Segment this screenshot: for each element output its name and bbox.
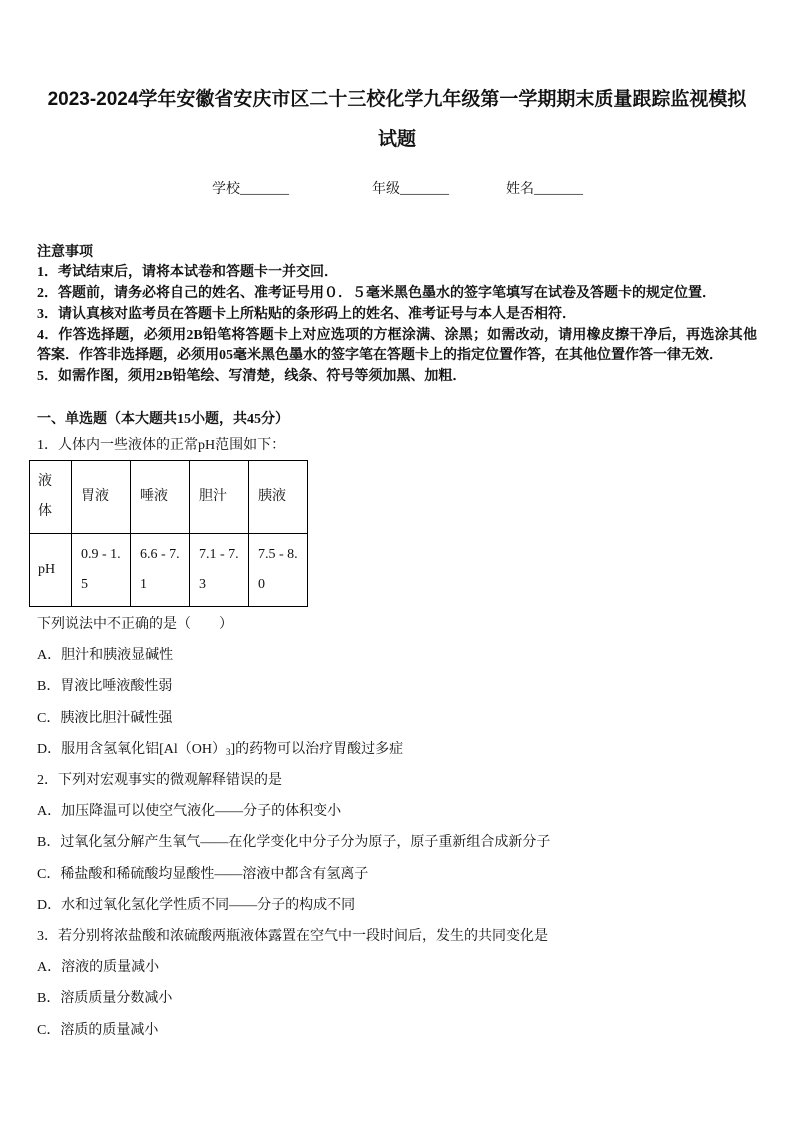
table-cell-saliva: 唾液 xyxy=(131,461,190,534)
table-cell-pancreatic-juice: 胰液 xyxy=(249,461,308,534)
question-3-option-a: A．溶液的质量减小 xyxy=(37,960,160,976)
table-header-row xyxy=(30,461,308,534)
table-cell-gastric-ph: 0.9 - 1.5 xyxy=(72,534,131,607)
question-2-option-b: B．过氧化氢分解产生氧气——在化学变化中分子分为原子，原子重新组合成新分子 xyxy=(37,835,551,851)
question-3-option-c: C．溶质的质量减小 xyxy=(37,1022,159,1038)
notice-item-5: 5．如需作图，须用2B铅笔绘、写清楚，线条、符号等须加黑、加粗． xyxy=(37,369,467,385)
question-2-option-d: D．水和过氧化氢化学性质不同——分子的构成不同 xyxy=(37,897,356,913)
option-d-text-after: ]的药物可以治疗胃酸过多症 xyxy=(230,741,404,757)
question-1-option-d xyxy=(37,734,757,765)
notice-item-3: 3．请认真核对监考员在答题卡上所粘贴的条形码上的姓名、准考证号与本人是否相符． xyxy=(37,306,576,322)
school-field: 学校_______ xyxy=(212,182,289,197)
table-cell-liquid-label: 液体 xyxy=(30,461,72,534)
question-1-option-c: C．胰液比胆汁碱性强 xyxy=(37,710,173,726)
ph-range-table xyxy=(29,460,308,607)
exam-title-line-1: 2023-2024学年安徽省安庆市区二十三校化学九年级第一学期期末质量跟踪监视模拟 xyxy=(47,89,747,110)
option-d-subscript: 3 xyxy=(226,746,231,757)
notice-item-4-line-2: 答案．作答非选择题，必须用05毫米黑色墨水的签字笔在答题卡上的指定位置作答，在其他位置作答一律无效． xyxy=(37,348,723,364)
table-cell-bile: 胆汁 xyxy=(190,461,249,534)
notice-item-4-line-1: 4．作答选择题，必须用2B铅笔将答题卡上对应选项的方框涂满、涂黑；如需改动，请用橡皮擦干净后，再选涂其他 xyxy=(37,327,757,343)
question-1-option-a: A．胆汁和胰液显碱性 xyxy=(37,648,174,664)
notice-heading: 注意事项 xyxy=(37,244,93,260)
notice-item-1: 1．考试结束后，请将本试卷和答题卡一并交回． xyxy=(37,265,338,281)
table-cell-gastric-juice: 胃液 xyxy=(72,461,131,534)
table-cell-ph-label: pH xyxy=(30,534,72,607)
grade-field: 年级_______ xyxy=(372,182,449,197)
question-1-option-b: B．胃液比唾液酸性弱 xyxy=(37,679,173,695)
questions-list xyxy=(37,609,757,1046)
notice-section xyxy=(37,243,757,389)
question-3-option-b: B．溶质质量分数减小 xyxy=(37,991,173,1007)
name-field: 姓名_______ xyxy=(506,182,583,197)
question-1-prompt: 下列说法中不正确的是（ ） xyxy=(37,617,233,632)
table-cell-bile-ph: 7.1 - 7.3 xyxy=(190,534,249,607)
notice-item-4 xyxy=(37,326,757,368)
table-row xyxy=(30,534,308,607)
question-2-option-c: C．稀盐酸和稀硫酸均显酸性——溶液中都含有氢离子 xyxy=(37,866,369,882)
question-3-stem: 3．若分别将浓盐酸和浓硫酸两瓶液体露置在空气中一段时间后，发生的共同变化是 xyxy=(37,929,548,945)
question-2-option-a: A．加压降温可以使空气液化——分子的体积变小 xyxy=(37,804,342,820)
question-2-stem: 2．下列对宏观事实的微观解释错误的是 xyxy=(37,773,282,789)
notice-item-2: 2．答题前，请务必将自己的姓名、准考证号用０．５毫米黑色墨水的签字笔填写在试卷及答题卡的规定位置． xyxy=(37,286,716,302)
section-header: 一、单选题（本大题共15小题，共45分） xyxy=(37,412,289,427)
table-cell-saliva-ph: 6.6 - 7.1 xyxy=(131,534,190,607)
question-1-stem: 1．人体内一些液体的正常pH范围如下： xyxy=(37,438,286,453)
exam-title-line-2: 试题 xyxy=(377,129,416,150)
option-d-text-before: D．服用含氢氧化铝[Al（OH） xyxy=(37,741,226,757)
table-cell-pancreatic-ph: 7.5 - 8.0 xyxy=(249,534,308,607)
